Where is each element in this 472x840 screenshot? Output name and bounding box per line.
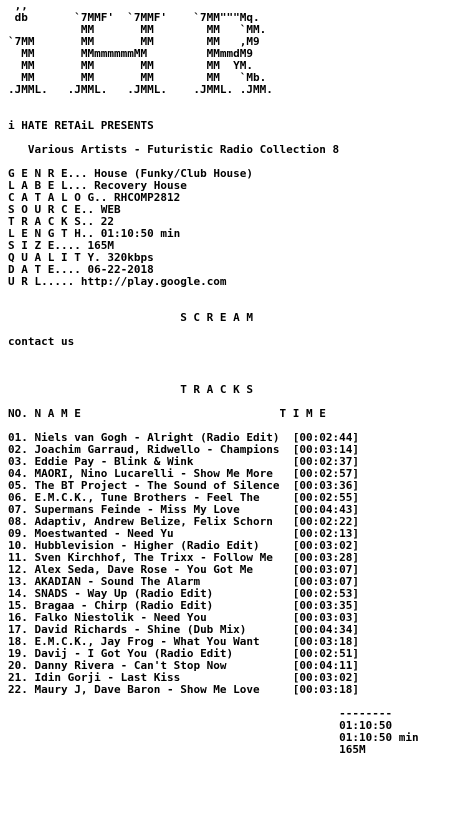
track-number: 21. — [8, 671, 28, 684]
track-time: [00:03:18] — [292, 683, 360, 696]
track-time: [00:02:55] — [292, 491, 360, 504]
track-name: Eddie Pay - Blink & Wink — [34, 455, 194, 468]
track-name: Falko Niestolik - Need You — [34, 611, 207, 624]
ascii-logo-line: db `7MMF' `7MMF' `7MM"""Mq. — [8, 11, 260, 24]
track-time: [00:02:44] — [292, 431, 360, 444]
track-number: 07. — [8, 503, 28, 516]
info-value-tracks: 22 — [100, 215, 114, 228]
ascii-logo-line: .JMML. .JMML. .JMML. .JMML. .JMM. — [8, 83, 273, 96]
info-value-length: 01:10:50 min — [100, 227, 181, 240]
track-number: 10. — [8, 539, 28, 552]
track-name: E.M.C.K., Jay Frog - What You Want — [34, 635, 260, 648]
tracks-heading: T R A C K S — [180, 383, 254, 396]
track-number: 04. — [8, 467, 28, 480]
info-value-genre: House (Funky/Club House) — [94, 167, 254, 180]
track-number: 19. — [8, 647, 28, 660]
track-time: [00:03:03] — [292, 611, 360, 624]
track-time: [00:03:07] — [292, 575, 360, 588]
track-number: 14. — [8, 587, 28, 600]
track-number: 18. — [8, 635, 28, 648]
total-size: 165M — [339, 743, 366, 756]
release-title: Various Artists - Futuristic Radio Collection 8 — [8, 143, 340, 156]
info-key-quality: Q U A L I T Y. — [8, 251, 101, 264]
track-time: [00:03:35] — [292, 599, 360, 612]
track-number: 08. — [8, 515, 28, 528]
track-time: [00:02:53] — [292, 587, 360, 600]
ascii-logo-line: `7MM MM MM MM ,M9 — [8, 35, 260, 48]
info-key-length: L E N G T H.. — [8, 227, 95, 240]
track-time: [00:02:51] — [292, 647, 360, 660]
info-value-url: http://play.google.com — [80, 275, 227, 288]
info-key-source: S O U R C E.. — [8, 203, 95, 216]
info-list — [8, 167, 253, 288]
info-key-size: S I Z E.... — [8, 239, 81, 252]
track-name: Sven Kirchhof, The Trixx - Follow Me — [34, 551, 273, 564]
track-name: MAORI, Nino Lucarelli - Show Me More — [34, 467, 273, 480]
ascii-logo-line: ,, — [8, 0, 28, 12]
track-number: 06. — [8, 491, 28, 504]
track-list — [8, 431, 359, 696]
track-time: [00:03:02] — [292, 671, 360, 684]
info-key-tracks: T R A C K S.. — [8, 215, 95, 228]
track-time: [00:03:14] — [292, 443, 360, 456]
info-key-label: L A B E L... — [8, 179, 88, 192]
info-key-url: U R L..... — [8, 275, 75, 288]
track-time: [00:04:34] — [292, 623, 360, 636]
track-name: Bragaa - Chirp (Radio Edit) — [34, 599, 214, 612]
track-time: [00:02:37] — [292, 455, 360, 468]
track-time: [00:03:02] — [292, 539, 360, 552]
track-name: SNADS - Way Up (Radio Edit) — [34, 587, 214, 600]
track-number: 01. — [8, 431, 28, 444]
track-name: E.M.C.K., Tune Brothers - Feel The — [34, 491, 260, 504]
tracks-header-time: T I M E — [279, 407, 326, 420]
track-name: Joachim Garraud, Ridwello - Champions — [34, 443, 280, 456]
track-name: Moestwanted - Need Yu — [34, 527, 174, 540]
track-time: [00:03:18] — [292, 635, 360, 648]
total-separator: -------- — [339, 707, 393, 720]
tracks-header-no: NO. — [8, 407, 28, 420]
track-time: [00:03:28] — [292, 551, 360, 564]
track-name: Idin Gorji - Last Kiss — [34, 671, 181, 684]
track-number: 02. — [8, 443, 28, 456]
track-name: Adaptiv, Andrew Belize, Felix Schorn — [34, 515, 273, 528]
info-value-quality: 320kbps — [107, 251, 154, 264]
total-length: 01:10:50 min — [339, 731, 419, 744]
ascii-logo-line: MM MM MM MM `Mb. — [8, 71, 267, 84]
info-value-source: WEB — [100, 203, 121, 216]
scream-heading: S C R E A M — [180, 311, 254, 324]
info-value-date: 06-22-2018 — [87, 263, 154, 276]
track-time: [00:02:57] — [292, 467, 360, 480]
info-value-catalog: RHCOMP2812 — [113, 191, 181, 204]
track-number: 12. — [8, 563, 28, 576]
track-number: 13. — [8, 575, 28, 588]
track-time: [00:02:22] — [292, 515, 360, 528]
track-name: David Richards - Shine (Dub Mix) — [34, 623, 247, 636]
ascii-logo-line: MM MM MM MM YM. — [8, 59, 254, 72]
track-number: 11. — [8, 551, 28, 564]
tracks-header-name: N A M E — [34, 407, 81, 420]
track-number: 20. — [8, 659, 28, 672]
track-time: [00:04:43] — [292, 503, 360, 516]
track-time: [00:03:07] — [292, 563, 360, 576]
track-number: 09. — [8, 527, 28, 540]
track-time: [00:04:11] — [292, 659, 360, 672]
track-time: [00:03:36] — [292, 479, 360, 492]
track-name: Danny Rivera - Can't Stop Now — [34, 659, 227, 672]
ascii-logo-line: MM MM MM `MM. — [8, 23, 267, 36]
track-number: 22. — [8, 683, 28, 696]
track-number: 03. — [8, 455, 28, 468]
track-name: AKADIAN - Sound The Alarm — [34, 575, 201, 588]
track-row — [8, 683, 359, 696]
info-key-date: D A T E.... — [8, 263, 81, 276]
track-time: [00:02:13] — [292, 527, 360, 540]
total-time: 01:10:50 — [339, 719, 393, 732]
info-key-catalog: C A T A L O G.. — [8, 191, 108, 204]
track-number: 16. — [8, 611, 28, 624]
info-value-size: 165M — [87, 239, 114, 252]
ascii-logo-line: MM MMmmmmmmMM MMmmdM9 — [8, 47, 254, 60]
track-name: The BT Project - The Sound of Silence — [34, 479, 280, 492]
track-name: Maury J, Dave Baron - Show Me Love — [34, 683, 260, 696]
presenter-line: i HATE RETAiL PRESENTS — [8, 119, 154, 132]
track-name: Hubblevision - Higher (Radio Edit) — [34, 539, 260, 552]
contact-us-link[interactable]: contact us — [8, 335, 75, 348]
track-name: Davij - I Got You (Radio Edit) — [34, 647, 234, 660]
track-name: Alex Seda, Dave Rose - You Got Me — [34, 563, 254, 576]
track-name: Niels van Gogh - Alright (Radio Edit) — [34, 431, 280, 444]
info-key-genre: G E N R E... — [8, 167, 88, 180]
track-number: 17. — [8, 623, 28, 636]
track-number: 05. — [8, 479, 28, 492]
track-name: Supermans Feinde - Miss My Love — [34, 503, 240, 516]
track-number: 15. — [8, 599, 28, 612]
info-value-label: Recovery House — [94, 179, 187, 192]
